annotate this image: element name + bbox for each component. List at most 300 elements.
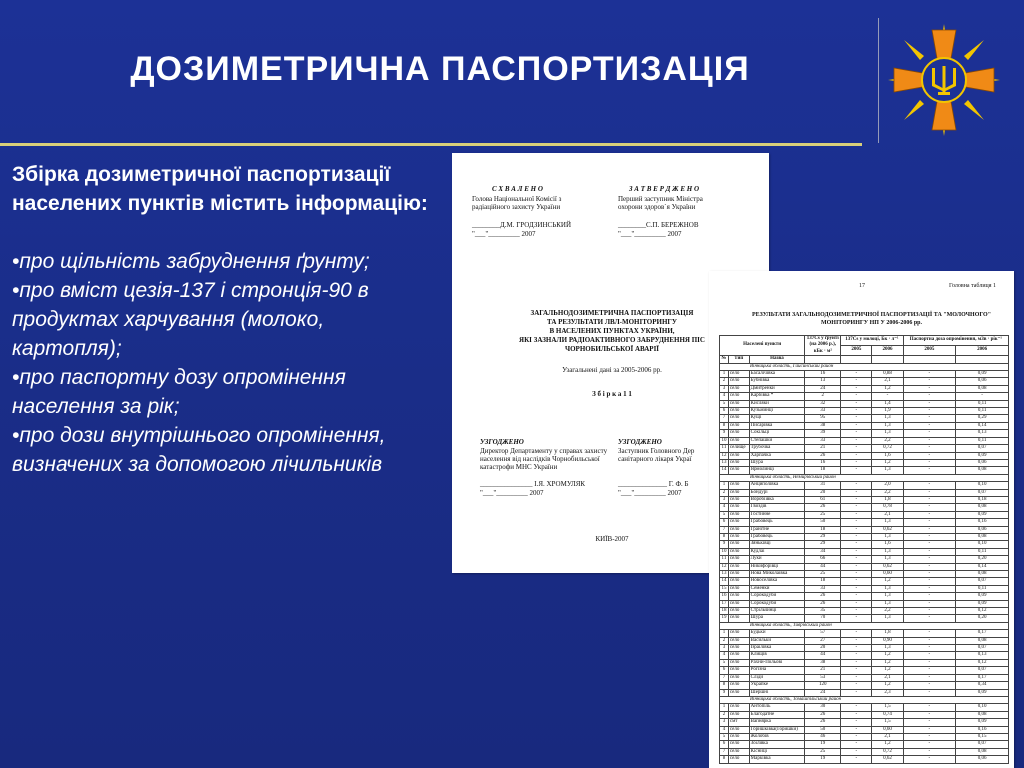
cell-t: селище <box>728 445 749 452</box>
header-dose: Паспортна доза опромінення, мЗв · рік⁻¹ <box>903 336 1008 346</box>
cell-name: Кущі <box>749 415 805 422</box>
cell-name: Рогізна <box>749 667 805 674</box>
cell-m05: - <box>841 571 872 578</box>
cell-d06: 0,11 <box>956 408 1009 415</box>
cell-m06: 0,74 <box>872 711 903 718</box>
cell-name: Благодатне <box>749 711 805 718</box>
cell-d05: - <box>903 452 956 459</box>
cell-n: 5 <box>720 400 729 407</box>
cell-m05: - <box>841 467 872 474</box>
approved-right-signature: ________С.П. БЕРЕЖНОВ <box>618 221 699 229</box>
cell-n: 7 <box>720 674 729 681</box>
cell-m06: 1,3 <box>872 519 903 526</box>
cell-name: Жолобів <box>749 733 805 740</box>
cell-name: Бубнівка <box>749 378 805 385</box>
cell-d05: - <box>903 519 956 526</box>
cell-t: село <box>728 467 749 474</box>
cell-name: Бондурі <box>749 489 805 496</box>
cell-s: 53 <box>805 674 841 681</box>
cell-m05: - <box>841 541 872 548</box>
cell-m05: - <box>841 637 872 644</box>
table-title <box>729 311 1014 327</box>
cell-d05: - <box>903 422 956 429</box>
cell-name: Сорокодуби <box>749 593 805 600</box>
region-name: Вінницька область, Гайсинський район <box>720 363 1009 370</box>
cell-name: Луки <box>749 556 805 563</box>
cell-d05: - <box>903 719 956 726</box>
cell-s: 19 <box>805 756 841 763</box>
cell-d05: - <box>903 645 956 652</box>
cell-t: село <box>728 756 749 763</box>
table-row <box>720 496 1009 503</box>
cell-t: село <box>728 600 749 607</box>
cell-s: 27 <box>805 637 841 644</box>
table-title-line1: РЕЗУЛЬТАТИ ЗАГАЛЬНОДОЗИМЕТРИЧНОЇ ПАСПОРТИЗАЦІЇ ТА "МОЛОЧНОГО" <box>751 312 992 318</box>
cell-n: 7 <box>720 415 729 422</box>
cell-t: село <box>728 682 749 689</box>
cell-m05: - <box>841 489 872 496</box>
cell-d06: 0,20 <box>956 615 1009 622</box>
cell-name: Клищів <box>749 652 805 659</box>
cell-m06: 1,4 <box>872 400 903 407</box>
cell-d06: 0,13 <box>956 652 1009 659</box>
cell-t: село <box>728 371 749 378</box>
cell-d06: - <box>956 393 1009 400</box>
cell-s: 32 <box>805 400 841 407</box>
main-title-line4: ЯКІ ЗАЗНАЛИ РАДІОАКТИВНОГО ЗАБРУДНЕННЯ ПІС <box>519 336 705 344</box>
cell-name: Трубочка <box>749 445 805 452</box>
cell-d05: - <box>903 541 956 548</box>
cell-m06: 2,1 <box>872 733 903 740</box>
cell-name: Марківка <box>749 756 805 763</box>
table-row <box>720 467 1009 474</box>
table-row <box>720 393 1009 400</box>
cell-n: 2 <box>720 378 729 385</box>
bullet-soil: •про щільність забруднення ґрунту; <box>12 250 370 273</box>
cell-d06: 0,12 <box>956 608 1009 615</box>
cell-s: 66 <box>805 556 841 563</box>
table-row <box>720 571 1009 578</box>
cell-m05: - <box>841 578 872 585</box>
table-body <box>720 363 1009 763</box>
cell-d06: 0,09 <box>956 719 1009 726</box>
cell-m05: - <box>841 652 872 659</box>
region-name: Вінницька область, Немирівський район <box>720 474 1009 481</box>
approved-left-date: "___"_________ 2007 <box>472 230 536 238</box>
cell-t: село <box>728 541 749 548</box>
cell-m06: 2,1 <box>872 674 903 681</box>
cell-name: Ізраїлівка <box>749 645 805 652</box>
cell-t: село <box>728 637 749 644</box>
emergency-service-emblem-icon <box>884 20 1004 140</box>
region-name: Вінницька область, Тиврівський район <box>720 622 1009 629</box>
cell-n: 3 <box>720 496 729 503</box>
cell-d06: 0,15 <box>956 733 1009 740</box>
cell-d05: - <box>903 408 956 415</box>
table-row <box>720 630 1009 637</box>
cell-n: 13 <box>721 459 727 465</box>
cell-d06: 0,11 <box>956 585 1009 592</box>
cell-name: Шура <box>749 459 805 466</box>
cell-t: село <box>728 593 749 600</box>
table-row <box>720 408 1009 415</box>
cell-n: 14 <box>721 578 727 584</box>
cell-n: 2 <box>720 489 729 496</box>
cell-n: 9 <box>720 430 729 437</box>
cell-m06: 1,2 <box>872 682 903 689</box>
generalized-data: Узагальнені дані за 2005-2006 рр. <box>562 366 662 374</box>
table-row <box>720 615 1009 622</box>
cell-n: 19 <box>721 615 727 621</box>
cell-m06: 1,2 <box>872 459 903 466</box>
cell-m05: - <box>841 533 872 540</box>
cell-d06: 0,07 <box>956 445 1009 452</box>
table-row <box>720 400 1009 407</box>
cell-d06: 0,11 <box>956 437 1009 444</box>
table-row <box>720 578 1009 585</box>
cell-n: 7 <box>720 526 729 533</box>
cell-t: село <box>728 711 749 718</box>
cell-n: 5 <box>720 511 729 518</box>
agreed-right-line2: санітарного лікаря Украї <box>618 455 692 463</box>
cell-m06: 1,3 <box>872 422 903 429</box>
cell-d06: 0,06 <box>956 756 1009 763</box>
cell-m06: 1,3 <box>872 548 903 555</box>
cell-m06: 0,88 <box>872 371 903 378</box>
cell-s: 33 <box>805 585 841 592</box>
cell-n: 11 <box>720 556 729 563</box>
cell-d05: - <box>903 733 956 740</box>
cell-s: 16 <box>805 459 841 466</box>
cell-d05: - <box>903 378 956 385</box>
agreed-right-line1: Заступник Головного Дер <box>618 447 695 455</box>
cell-name: Нова Миколаївка <box>749 571 805 578</box>
table-row <box>720 645 1009 652</box>
cell-n: 1 <box>720 482 729 489</box>
cell-m06: 0,78 <box>872 504 903 511</box>
cell-m05: - <box>841 726 872 733</box>
cell-name: Никифорівці <box>749 563 805 570</box>
cell-name: Будьки <box>749 630 805 637</box>
table-row <box>720 741 1009 748</box>
cell-d05: - <box>903 556 956 563</box>
cell-name: Шура <box>749 615 805 622</box>
cell-m06: 1,2 <box>872 667 903 674</box>
cell-s: 38 <box>805 659 841 666</box>
cell-m05: - <box>841 689 872 696</box>
cell-s: 57 <box>805 630 841 637</box>
cell-m06: 0,90 <box>872 637 903 644</box>
cell-t: село <box>728 748 749 755</box>
cell-n: 10 <box>721 437 727 443</box>
cell-m05: - <box>841 519 872 526</box>
cell-d06: 0,17 <box>956 630 1009 637</box>
table-row <box>720 548 1009 555</box>
cell-name: Карбівка * <box>749 393 805 400</box>
cell-name: Антопіль <box>749 704 805 711</box>
cell-m06: 1,2 <box>872 385 903 392</box>
agreed-left-date: "___"_________ 2007 <box>480 489 544 497</box>
cell-d06: 0,07 <box>956 741 1009 748</box>
cell-m05: - <box>841 422 872 429</box>
cell-t: село <box>728 452 749 459</box>
cell-d05: - <box>903 600 956 607</box>
agreed-left-line2: населення від наслідків Чорнобильської <box>480 455 600 463</box>
cell-d05: - <box>903 711 956 718</box>
cell-name: Сліди <box>749 674 805 681</box>
intro-text: Збірка дозиметричної паспортизації населених пунктів містить інформацію: <box>12 163 428 215</box>
cell-d06: 0,16 <box>956 519 1009 526</box>
table-row <box>720 659 1009 666</box>
approved-right-title: З А Т В Е Р Д Ж Е Н О <box>629 185 699 193</box>
cell-s: 25 <box>805 571 841 578</box>
cell-m05: - <box>841 430 872 437</box>
cell-d06: 0,09 <box>956 689 1009 696</box>
cell-s: 20 <box>805 489 841 496</box>
cell-d06: 0,07 <box>956 667 1009 674</box>
cell-name: Грабовець <box>749 533 805 540</box>
cell-d05: - <box>903 682 956 689</box>
cell-s: 26 <box>805 711 841 718</box>
cell-name: Харпачка <box>749 452 805 459</box>
cell-s: 29 <box>805 541 841 548</box>
cell-name: Кузьминці <box>749 408 805 415</box>
cell-m06: 1,3 <box>872 615 903 622</box>
cell-name: Басалічівка <box>749 371 805 378</box>
cell-name: Грабовець <box>749 519 805 526</box>
cell-s: 20 <box>805 645 841 652</box>
cell-m05: - <box>841 659 872 666</box>
cell-m06: 2,0 <box>872 482 903 489</box>
table-row <box>720 445 1009 452</box>
cell-m06: 2,2 <box>872 437 903 444</box>
cell-m05: - <box>841 393 872 400</box>
cell-n: 4 <box>720 504 729 511</box>
cell-name: Сорокодуби <box>749 600 805 607</box>
table-row <box>720 733 1009 740</box>
bullet-internal-dose: •про дози внутрішнього опромінення, визначених за допомогою лічильників <box>12 424 386 476</box>
cell-m05: - <box>841 674 872 681</box>
cell-s: 26 <box>805 593 841 600</box>
volume-number: З б і р к а 1 1 <box>592 390 632 398</box>
table-row <box>720 719 1009 726</box>
cell-n: 4 <box>720 393 729 400</box>
cell-m05: - <box>841 667 872 674</box>
cell-s: 30 <box>805 704 841 711</box>
table-row <box>720 600 1009 607</box>
cell-d06: 0,14 <box>956 422 1009 429</box>
cell-n: 8 <box>720 422 729 429</box>
table-row <box>720 674 1009 681</box>
cell-n: 12 <box>721 563 727 569</box>
cell-m06: 0,72 <box>872 748 903 755</box>
table-row <box>720 371 1009 378</box>
cell-m05: - <box>841 504 872 511</box>
cell-n: 3 <box>720 385 729 392</box>
cell-d05: - <box>903 371 956 378</box>
table-row <box>720 682 1009 689</box>
cell-name: Семенки <box>749 585 805 592</box>
cell-n: 2 <box>720 711 729 718</box>
cell-name: Ярмолинці <box>749 467 805 474</box>
header-no: № <box>721 356 727 362</box>
cell-m06: 2,1 <box>872 378 903 385</box>
cell-n: 4 <box>720 726 729 733</box>
cell-n: 6 <box>720 741 729 748</box>
table-row <box>720 585 1009 592</box>
cell-s: 33 <box>805 408 841 415</box>
cell-t: село <box>728 615 749 622</box>
header-cs-milk: 137Cs у молоці, Бк · л⁻¹ <box>841 336 903 346</box>
cell-m05: - <box>841 630 872 637</box>
table-row <box>720 704 1009 711</box>
dosimetry-table <box>719 335 1009 764</box>
cell-s: 120 <box>805 682 841 689</box>
cell-t: село <box>728 578 749 585</box>
cell-d05: - <box>903 400 956 407</box>
cell-n: 1 <box>720 630 729 637</box>
cell-name: Гранітне <box>749 526 805 533</box>
cell-d05: - <box>903 726 956 733</box>
table-title-line2: МОНІТОРИНГУ НП У 2006-2006 рр. <box>820 320 923 326</box>
cell-m05: - <box>841 452 872 459</box>
cell-d05: - <box>903 630 956 637</box>
table-row <box>720 689 1009 696</box>
cell-t: село <box>728 704 749 711</box>
cell-d06: 0,08 <box>956 504 1009 511</box>
cell-m06: 0,60 <box>872 571 903 578</box>
cell-m05: - <box>841 385 872 392</box>
cell-m06: 2,3 <box>872 689 903 696</box>
cell-d05: - <box>903 415 956 422</box>
table-row <box>720 541 1009 548</box>
agreed-right-signature: ______________ Г. Ф. Б <box>618 480 689 488</box>
city-year: КИЇВ-2007 <box>595 535 629 543</box>
cell-s: 50 <box>805 726 841 733</box>
cell-d05: - <box>903 526 956 533</box>
cell-s: 44 <box>805 563 841 570</box>
header-cs-soil: 137Cs у ґрунті (на 2006 р.), кБк · м² <box>805 336 841 356</box>
cell-n: 11 <box>720 445 729 452</box>
cell-d05: - <box>903 496 956 503</box>
cell-t: село <box>728 482 749 489</box>
cell-t: село <box>728 519 749 526</box>
cell-m06: 0,72 <box>872 445 903 452</box>
cell-m05: - <box>841 682 872 689</box>
cell-m05: - <box>841 482 872 489</box>
table-row <box>720 667 1009 674</box>
agreed-right-date: "___"_________ 2007 <box>618 489 682 497</box>
document-table-page <box>709 271 1014 768</box>
cell-name: Анциполівка <box>749 482 805 489</box>
table-row <box>720 533 1009 540</box>
cell-d06: 0,08 <box>956 637 1009 644</box>
cell-m05: - <box>841 548 872 555</box>
cell-s: 34 <box>805 548 841 555</box>
cell-n: 5 <box>720 659 729 666</box>
cell-name: Воробіївка <box>749 496 805 503</box>
cell-s: 21 <box>805 445 841 452</box>
cell-m05: - <box>841 378 872 385</box>
cell-d05: - <box>903 756 956 763</box>
cell-s: 39 <box>805 430 841 437</box>
cell-n: 3 <box>720 645 729 652</box>
cell-d06: 0,06 <box>956 459 1009 466</box>
cell-d05: - <box>903 385 956 392</box>
cell-d06: 0,14 <box>956 563 1009 570</box>
cell-t: село <box>728 459 749 466</box>
bullet-dose: •про паспортну дозу опромінення населення за рік; <box>12 366 346 418</box>
cell-name: Рахни-Польові <box>749 659 805 666</box>
table-row <box>720 422 1009 429</box>
cell-d05: - <box>903 704 956 711</box>
table-row <box>720 459 1009 466</box>
cell-name: Зяньківці <box>749 541 805 548</box>
cell-s: 26 <box>805 600 841 607</box>
cell-n: 3 <box>720 719 729 726</box>
cell-d06: 0,08 <box>956 385 1009 392</box>
cell-s: 95 <box>805 415 841 422</box>
cell-n: 6 <box>720 667 729 674</box>
cell-t: село <box>728 571 749 578</box>
cell-t: село <box>728 659 749 666</box>
cell-s: 70 <box>805 615 841 622</box>
cell-d06: 0,17 <box>956 674 1009 681</box>
cell-m06: 1,3 <box>872 467 903 474</box>
cell-d06: 0,20 <box>956 556 1009 563</box>
agreed-left-line3: катастрофи МНС України <box>480 463 558 471</box>
table-row <box>720 430 1009 437</box>
approved-right-line2: охорони здоров`я України <box>618 203 696 211</box>
cell-t: село <box>728 496 749 503</box>
main-title-line1: ЗАГАЛЬНОДОЗИМЕТРИЧНА ПАСПОРТИЗАЦІЯ <box>530 309 694 317</box>
cell-d06: 0,09 <box>956 452 1009 459</box>
cell-t: село <box>728 393 749 400</box>
approved-right-line1: Перший заступник Міністра <box>618 195 703 203</box>
cell-m06: 1,2 <box>872 659 903 666</box>
cell-d06: 0,08 <box>956 467 1009 474</box>
cell-s: 35 <box>805 608 841 615</box>
agreed-right-title: УЗГОДЖЕНО <box>618 438 662 446</box>
cell-s: 25 <box>805 511 841 518</box>
table-row <box>720 452 1009 459</box>
cell-t: село <box>728 585 749 592</box>
cell-d05: - <box>903 563 956 570</box>
cell-t: село <box>728 385 749 392</box>
cell-m05: - <box>841 756 872 763</box>
region-row <box>720 363 1009 370</box>
table-label: Головна таблиця 1 <box>949 283 997 289</box>
cell-m06: 1,2 <box>872 741 903 748</box>
cell-m06: 1,3 <box>872 556 903 563</box>
cell-t: село <box>728 674 749 681</box>
cell-n: 9 <box>720 689 729 696</box>
cell-t: село <box>728 533 749 540</box>
cell-n: 4 <box>720 652 729 659</box>
cell-m05: - <box>841 556 872 563</box>
cell-name: Кісниці <box>749 748 805 755</box>
cell-n: 6 <box>720 519 729 526</box>
slide-title: ДОЗИМЕТРИЧНА ПАСПОРТИЗАЦІЯ <box>130 50 750 88</box>
cell-s: 31 <box>805 482 841 489</box>
cell-d05: - <box>903 659 956 666</box>
cell-m05: - <box>841 615 872 622</box>
cell-d05: - <box>903 615 956 622</box>
cell-d06: 0,10 <box>956 541 1009 548</box>
cell-n: 10 <box>721 548 727 554</box>
cell-d05: - <box>903 593 956 600</box>
table-row <box>720 385 1009 392</box>
